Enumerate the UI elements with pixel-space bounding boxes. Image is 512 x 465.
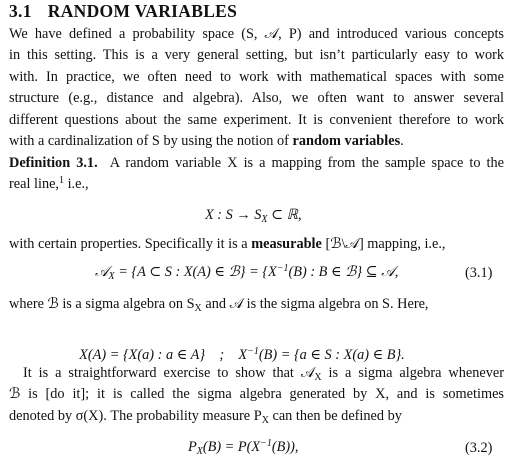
definition-label: Definition 3.1.	[9, 155, 98, 171]
preimage-right: (B) = {a ∈ S : X(a) ∈ B}.	[258, 347, 405, 363]
mapping-equation-sub: X	[261, 214, 268, 225]
section-number: 3.1	[9, 1, 32, 21]
eq32-sup: −1	[260, 438, 272, 449]
p4-line1-sub: X	[314, 372, 322, 383]
intro-line-5: different questions about the same experiment. It is convenient therefore to work	[9, 111, 504, 128]
sigma-line-end: and 𝒜 is the sigma algebra on S. Here,	[201, 296, 429, 312]
sigma-paragraph-line-3	[9, 406, 504, 427]
p4-line3-sub: X	[261, 414, 269, 426]
p4-line1-text: It is a straightforward exercise to show that 𝒜	[23, 365, 315, 381]
intro-line-6-end: .	[400, 133, 404, 150]
preimage-equation	[72, 330, 405, 364]
intro-line-6-text: with a cardinalization of S by using the notion of	[9, 133, 293, 150]
eq31-body: = {A ⊂ S : X(A) ∈ ℬ} = {X	[114, 264, 277, 280]
sigma-paragraph	[9, 363, 504, 427]
equation-3-1	[95, 264, 398, 281]
eq31-lhs: 𝒜	[95, 264, 109, 280]
section-title: RANDOM VARIABLES	[47, 1, 238, 21]
eq31-sup: −1	[276, 263, 289, 274]
sigma-paragraph-line-2: ℬ is [do it]; it is called the sigma algebra generated by X, and is sometimes	[9, 386, 504, 403]
eq32-lhs: P	[188, 439, 197, 455]
p4-line3-end: can then be defined by	[268, 407, 402, 424]
intro-line-4: structure (e.g., distance and algebra). Also, we often want to answer several	[9, 90, 504, 107]
definition-line-2	[9, 174, 504, 195]
eq32-lhs-sub: X	[196, 446, 203, 457]
measurable-term: measurable	[251, 236, 322, 252]
eq31-lhs-sub: X	[108, 271, 115, 282]
equation-number-3-2: (3.2)	[465, 440, 493, 456]
equation-number-3-1: (3.1)	[465, 265, 493, 281]
p4-line1-end: is a sigma algebra whenever	[321, 365, 504, 381]
definition-block	[9, 153, 504, 196]
sigma-algebra-line	[9, 296, 429, 313]
eq32-tail: (B)),	[271, 439, 299, 455]
mapping-equation-main: X : S → S	[205, 207, 262, 223]
intro-line-2: in this setting. This is a very general setting, but isn’t particularly easy to work	[9, 47, 504, 64]
intro-line-3: with. In practice, we often need to work with mathematical spaces with some	[9, 68, 504, 85]
definition-line-2-text: real line,	[9, 176, 60, 193]
intro-paragraph	[9, 24, 504, 152]
section-heading	[9, 1, 237, 22]
random-variables-term: random variables	[292, 133, 401, 150]
measurable-line-end: [ℬ\𝒜] mapping, i.e.,	[321, 236, 446, 252]
footnote-marker[interactable]: 1	[59, 175, 65, 187]
eq31-tail: (B) : B ∈ ℬ} ⊆ 𝒜,	[288, 264, 399, 280]
definition-line-2-end: i.e.,	[64, 176, 89, 193]
intro-line-6	[9, 131, 504, 152]
mapping-equation-tail: ⊂ ℝ,	[267, 207, 302, 223]
preimage-left: X(A) = {X(a) : a ∈ A} ; X	[79, 347, 248, 363]
sigma-line-sub: X	[194, 303, 202, 314]
definition-text: A random variable X is a mapping from the sample space to the	[109, 155, 504, 171]
p4-line3-text: denoted by σ(X). The probability measure P	[9, 407, 262, 424]
sigma-line-text: where ℬ is a sigma algebra on S	[9, 296, 195, 312]
definition-line-1	[9, 153, 504, 174]
eq32-body: (B) = P(X	[202, 439, 261, 455]
measurable-line	[9, 236, 446, 253]
preimage-sup: −1	[247, 346, 259, 357]
intro-line-1: We have defined a probability space (S, 𝒜, P) and introduced various concepts	[9, 26, 504, 42]
equation-3-2	[188, 439, 298, 456]
measurable-line-text: with certain properties. Specifically it is a	[9, 236, 252, 252]
mapping-equation	[205, 207, 302, 224]
sigma-paragraph-line-1	[9, 363, 504, 384]
